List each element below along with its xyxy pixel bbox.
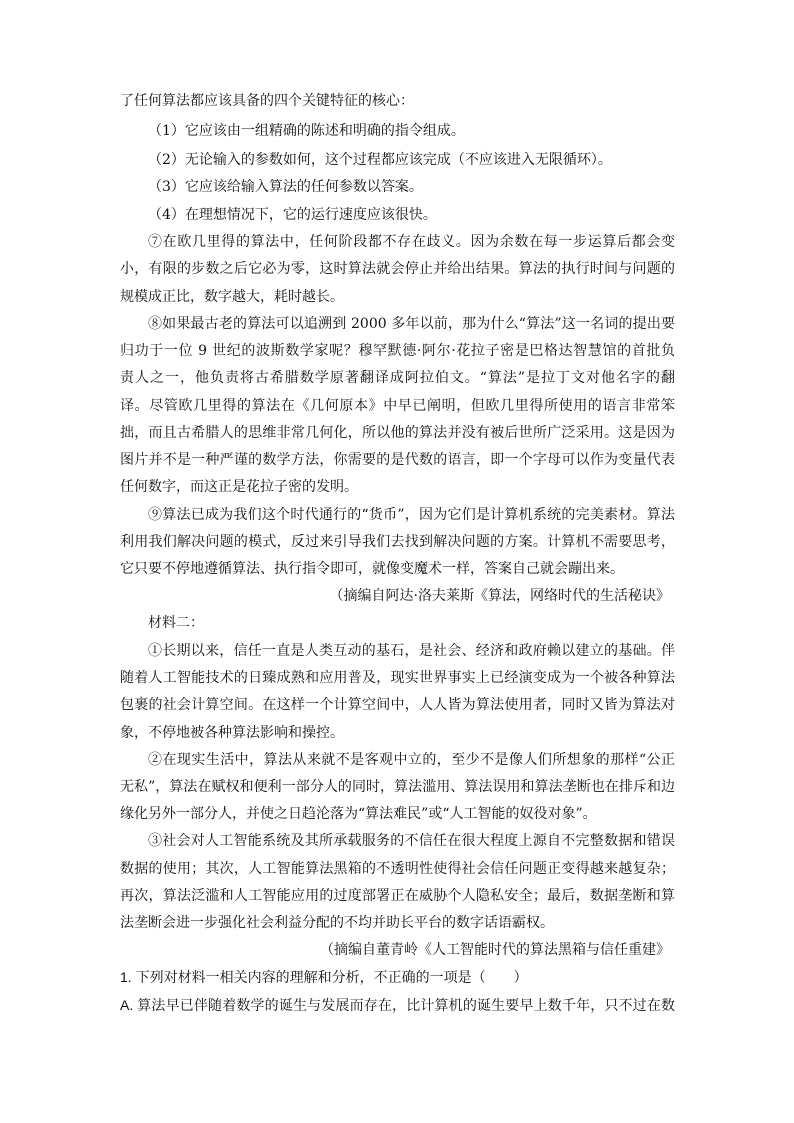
paragraph-line: 象，不停地被各种算法影响和操控。 [120, 725, 344, 741]
source-citation: （摘编自董青岭《人工智能时代的算法黑箱与信任重建》 [320, 942, 670, 958]
paragraph-line: ③社会对人工智能系统及其所承载服务的不信任在很大程度上源自不完整数据和错误 [148, 833, 675, 849]
paragraph-line: 译。尽管欧几里得的算法在《几何原本》中早已阐明，但欧几里得所使用的语言非常笨 [120, 398, 675, 414]
list-item: （2）无论输入的参数如何，这个过程都应该完成（不应该进入无限循环）。 [148, 152, 612, 168]
paragraph-line: 无私”，算法在赋权和便利一部分人的同时，算法滥用、算法误用和算法垄断也在排斥和边 [120, 779, 675, 795]
paragraph-line: 缘化另外一部分人，并使之日趋沦落为“算法难民”或“人工智能的奴役对象”。 [120, 806, 597, 822]
paragraph-line: 数据的使用；其次，人工智能算法黑箱的不透明性使得社会信任问题正变得越来越复杂； [120, 861, 675, 877]
paragraph-line: ①长期以来，信任一直是人类互动的基石，是社会、经济和政府赖以建立的基础。伴 [148, 643, 675, 659]
paragraph-line: 规模成正比，数字越大，耗时越长。 [120, 289, 344, 305]
paragraph-line: 小，有限的步数之后它必为零，这时算法就会停止并给出结果。算法的执行时间与问题的 [120, 261, 675, 277]
source-citation: （摘编自阿达·洛夫莱斯《算法，网络时代的生活秘诀》 [329, 588, 670, 604]
list-item: （1）它应该由一组精确的陈述和明确的指令组成。 [148, 123, 465, 139]
section-heading: 材料二： [148, 615, 204, 631]
paragraph-line: 它只要不停地遵循算法、执行指令即可，就像变魔术一样，答案自己就会蹦出来。 [120, 561, 624, 577]
list-item: （4）在理想情况下，它的运行速度应该很快。 [148, 207, 437, 223]
paragraph-line: 责人之一，他负责将古希腊数学原著翻译成阿拉伯文。“算法”是拉丁文对他名字的翻 [120, 370, 675, 386]
paragraph-line: 图片并不是一种严谨的数学方法，你需要的是代数的语言，即一个字母可以作为变量代表 [120, 452, 675, 468]
list-item: （3）它应该给输入算法的任何参数以答案。 [148, 179, 423, 195]
paragraph-line: ⑨算法已成为我们这个时代通行的“货币”，因为它们是计算机系统的完美素材。算法 [148, 507, 675, 523]
question-stem: 1. 下列对材料一相关内容的理解和分析，不正确的一项是（ ） [120, 969, 528, 985]
paragraph-line: 再次，算法泛滥和人工智能应用的过度部署正在威胁个人隐私安全；最后，数据垄断和算 [120, 888, 675, 904]
paragraph-line: 拙，而且古希腊人的思维非常几何化，所以他的算法并没有被后世所广泛采用。这是因为 [120, 425, 675, 441]
paragraph-line: 利用我们解决问题的模式，反过来引导我们去找到解决问题的方案。计算机不需要思考， [120, 534, 675, 550]
paragraph-line: ⑧如果最古老的算法可以追溯到 2000 多年以前，那为什么“算法”这一名词的提出要 [148, 316, 675, 332]
paragraph-line: 法垄断会进一步强化社会利益分配的不均并助长平台的数字话语霸权。 [120, 915, 554, 931]
paragraph-line: ⑦在欧几里得的算法中，任何阶段都不存在歧义。因为余数在每一步运算后都会变 [148, 234, 675, 250]
answer-option-a: A. 算法早已伴随着数学的诞生与发展而存在，比计算机的诞生要早上数千年，只不过在数 [120, 997, 675, 1013]
paragraph-line: ②在现实生活中，算法从来就不是客观中立的，至少不是像人们所想象的那样“公正 [148, 752, 675, 768]
paragraph-line: 了任何算法都应该具备的四个关键特征的核心： [120, 93, 414, 109]
paragraph-line: 任何数字，而这正是花拉子密的发明。 [120, 479, 358, 495]
paragraph-line: 随着人工智能技术的日臻成熟和应用普及，现实世界事实上已经演变成为一个被各种算法 [120, 670, 675, 686]
paragraph-line: 归功于一位 9 世纪的波斯数学家呢？穆罕默德·阿尔·花拉子密是巴格达智慧馆的首批负 [120, 343, 675, 359]
paragraph-line: 包裹的社会计算空间。在这样一个计算空间中，人人皆为算法使用者，同时又皆为算法对 [120, 697, 675, 713]
